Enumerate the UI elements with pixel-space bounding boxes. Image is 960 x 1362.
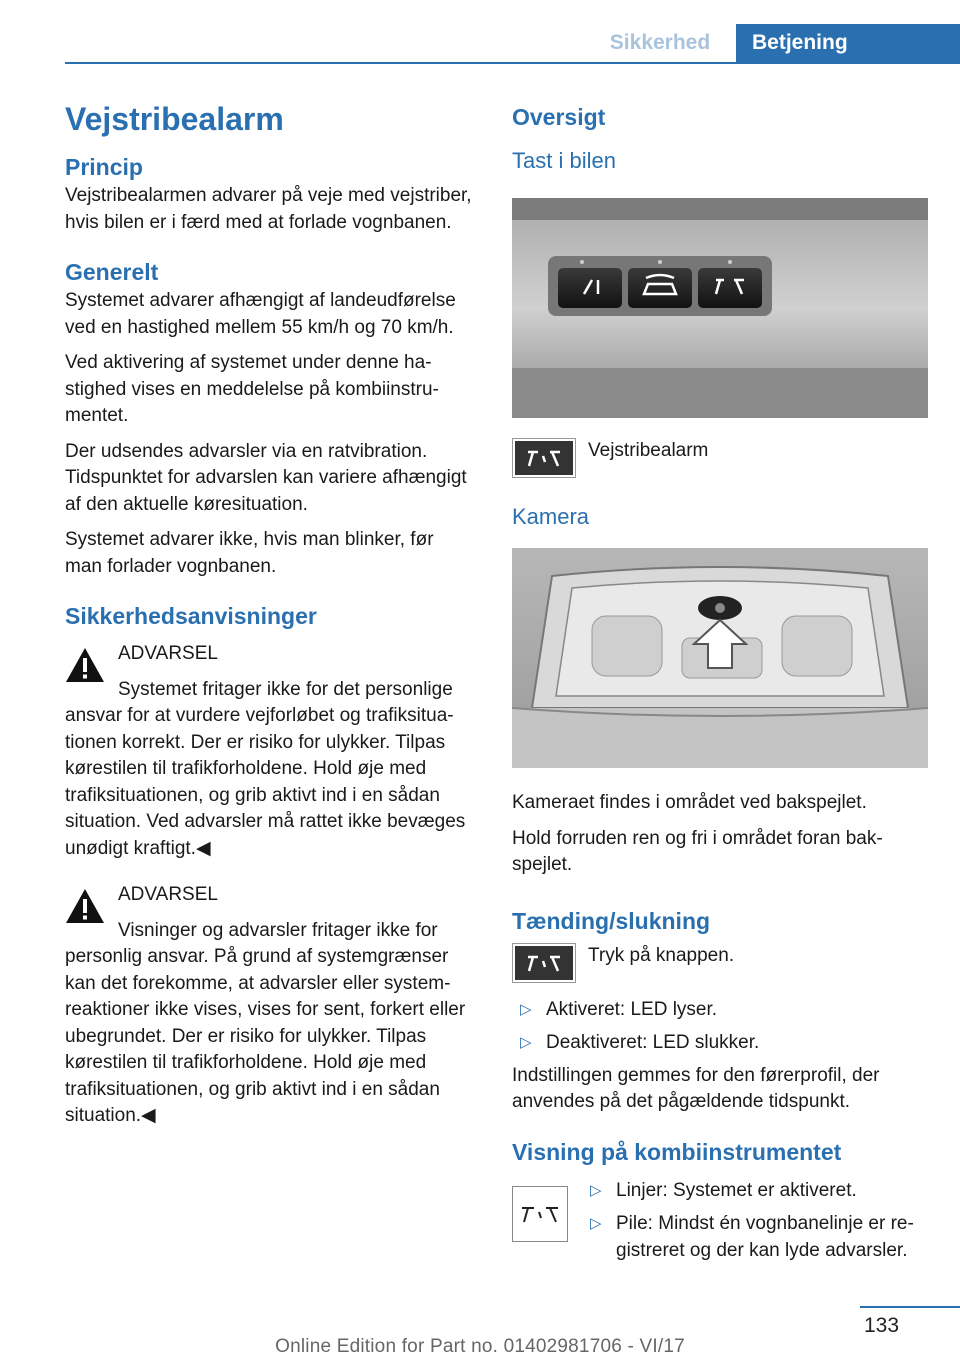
left-column <box>65 96 475 1130</box>
generelt-p4: Systemet advarer ikke, hvis man blinker, før man forlader vognbanen. <box>65 529 434 577</box>
tab-sikkerhed[interactable]: Sikkerhed <box>609 31 711 54</box>
display-list <box>582 1178 928 1265</box>
warning-2-text: Visninger og advarsler fritager ikke for personlig ansvar. På grund af systemgrænser kan det forekomme, at advarsler eller systemreaktioner ikke vises, vises for sent, forkert eller ubegrundet. Der er risiko for ulykker. Tilpas kørestilen til trafikforholdene. Hold øje med trafiksituationen, og grib aktivt ind i en sådan situation.◀ <box>65 919 466 1126</box>
triangle-bullet-icon <box>520 1030 532 1057</box>
kamera-p1: Kameraet findes i området ved bakspejlet. <box>512 792 867 813</box>
heading-generelt: Generelt <box>65 259 159 285</box>
heading-sikkerhed: Sikkerhedsanvisninger <box>65 603 317 629</box>
lane-departure-button-icon <box>512 438 576 478</box>
heading-kamera: Kamera <box>512 504 590 529</box>
button-legend-label: Vejstribealarm <box>588 440 709 461</box>
warning-1-label: ADVARSEL <box>118 643 218 664</box>
warning-block-1 <box>65 641 475 862</box>
list-item: ▷ Deaktiveret: LED slukker. <box>512 1030 928 1057</box>
warning-1-text: Systemet fritager ikke for det personlige ansvar for at vurdere vejforløbet og trafiksituationen korrekt. Der er risiko for ulykker. Tilpas kørestilen til trafikforholdene. Hold øje med trafiksituationen, og grib aktivt ind i en sådan situation. Ved advarsler må rattet ikke bevæges unødigt kraftigt.◀ <box>65 678 466 859</box>
heading-oversigt: Oversigt <box>512 104 606 130</box>
footer-edition: Online Edition for Part no. 01402981706 - VI/17 <box>275 1336 685 1357</box>
princip-text: Vejstribealarmen advarer på veje med vejstriber, hvis bilen er i færd med at forlade vognbanen. <box>65 185 472 233</box>
button-legend-row <box>512 438 928 482</box>
page-title: Vejstribealarm <box>65 101 284 137</box>
display-row <box>512 1178 928 1294</box>
generelt-p3: Der udsendes advarsler via en ratvibration. Tidspunktet for advarslen kan variere afhængigt af den aktuelle køresituation. <box>65 440 467 515</box>
header-rule <box>65 62 960 64</box>
lane-lines-display-icon <box>512 1186 568 1242</box>
list-item: ▷ Linjer: Systemet er aktiveret. <box>582 1178 928 1205</box>
triangle-bullet-icon <box>590 1178 602 1205</box>
lane-departure-button-icon <box>512 943 576 983</box>
camera-photo <box>512 548 928 768</box>
footer-rule <box>860 1306 960 1308</box>
kamera-p2: Hold forruden ren og fri i området foran bakspejlet. <box>512 827 883 875</box>
tab-betjening[interactable]: Betjening <box>736 24 960 62</box>
taending-after: Indstillingen gemmes for den førerprofil, der anvendes på det pågældende tidspunkt. <box>512 1064 880 1112</box>
triangle-bullet-icon <box>520 997 532 1024</box>
warning-2-label: ADVARSEL <box>118 884 218 905</box>
list-item: ▷ Pile: Mindst én vognbanelinje er registreret og der kan lyde advarsler. <box>582 1211 928 1264</box>
heading-princip: Princip <box>65 154 143 180</box>
generelt-p2: Ved aktivering af systemet under denne hastighed vises en meddelelse på kombiinstrumentet. <box>65 352 439 426</box>
right-column <box>512 96 928 1294</box>
generelt-p1: Systemet advarer afhængigt af landeudførelse ved en hastighed mellem 55 km/h og 70 km/h. <box>65 290 456 338</box>
page-number: 133 <box>864 1314 900 1337</box>
warning-block-2 <box>65 882 475 1130</box>
list-item: ▷ Aktiveret: LED lyser. <box>512 997 928 1024</box>
warning-triangle-icon <box>65 647 105 683</box>
heading-visning: Visning på kombiinstrumentet <box>512 1138 842 1165</box>
button-panel-photo <box>512 198 928 418</box>
press-button-text: Tryk på knappen. <box>588 944 735 966</box>
heading-taending: Tænding/slukning <box>512 907 711 934</box>
heading-tast: Tast i bilen <box>512 148 616 173</box>
triangle-bullet-icon <box>590 1211 602 1238</box>
toggle-status-list <box>512 997 928 1057</box>
warning-triangle-icon <box>65 888 105 924</box>
press-button-row <box>512 943 928 993</box>
